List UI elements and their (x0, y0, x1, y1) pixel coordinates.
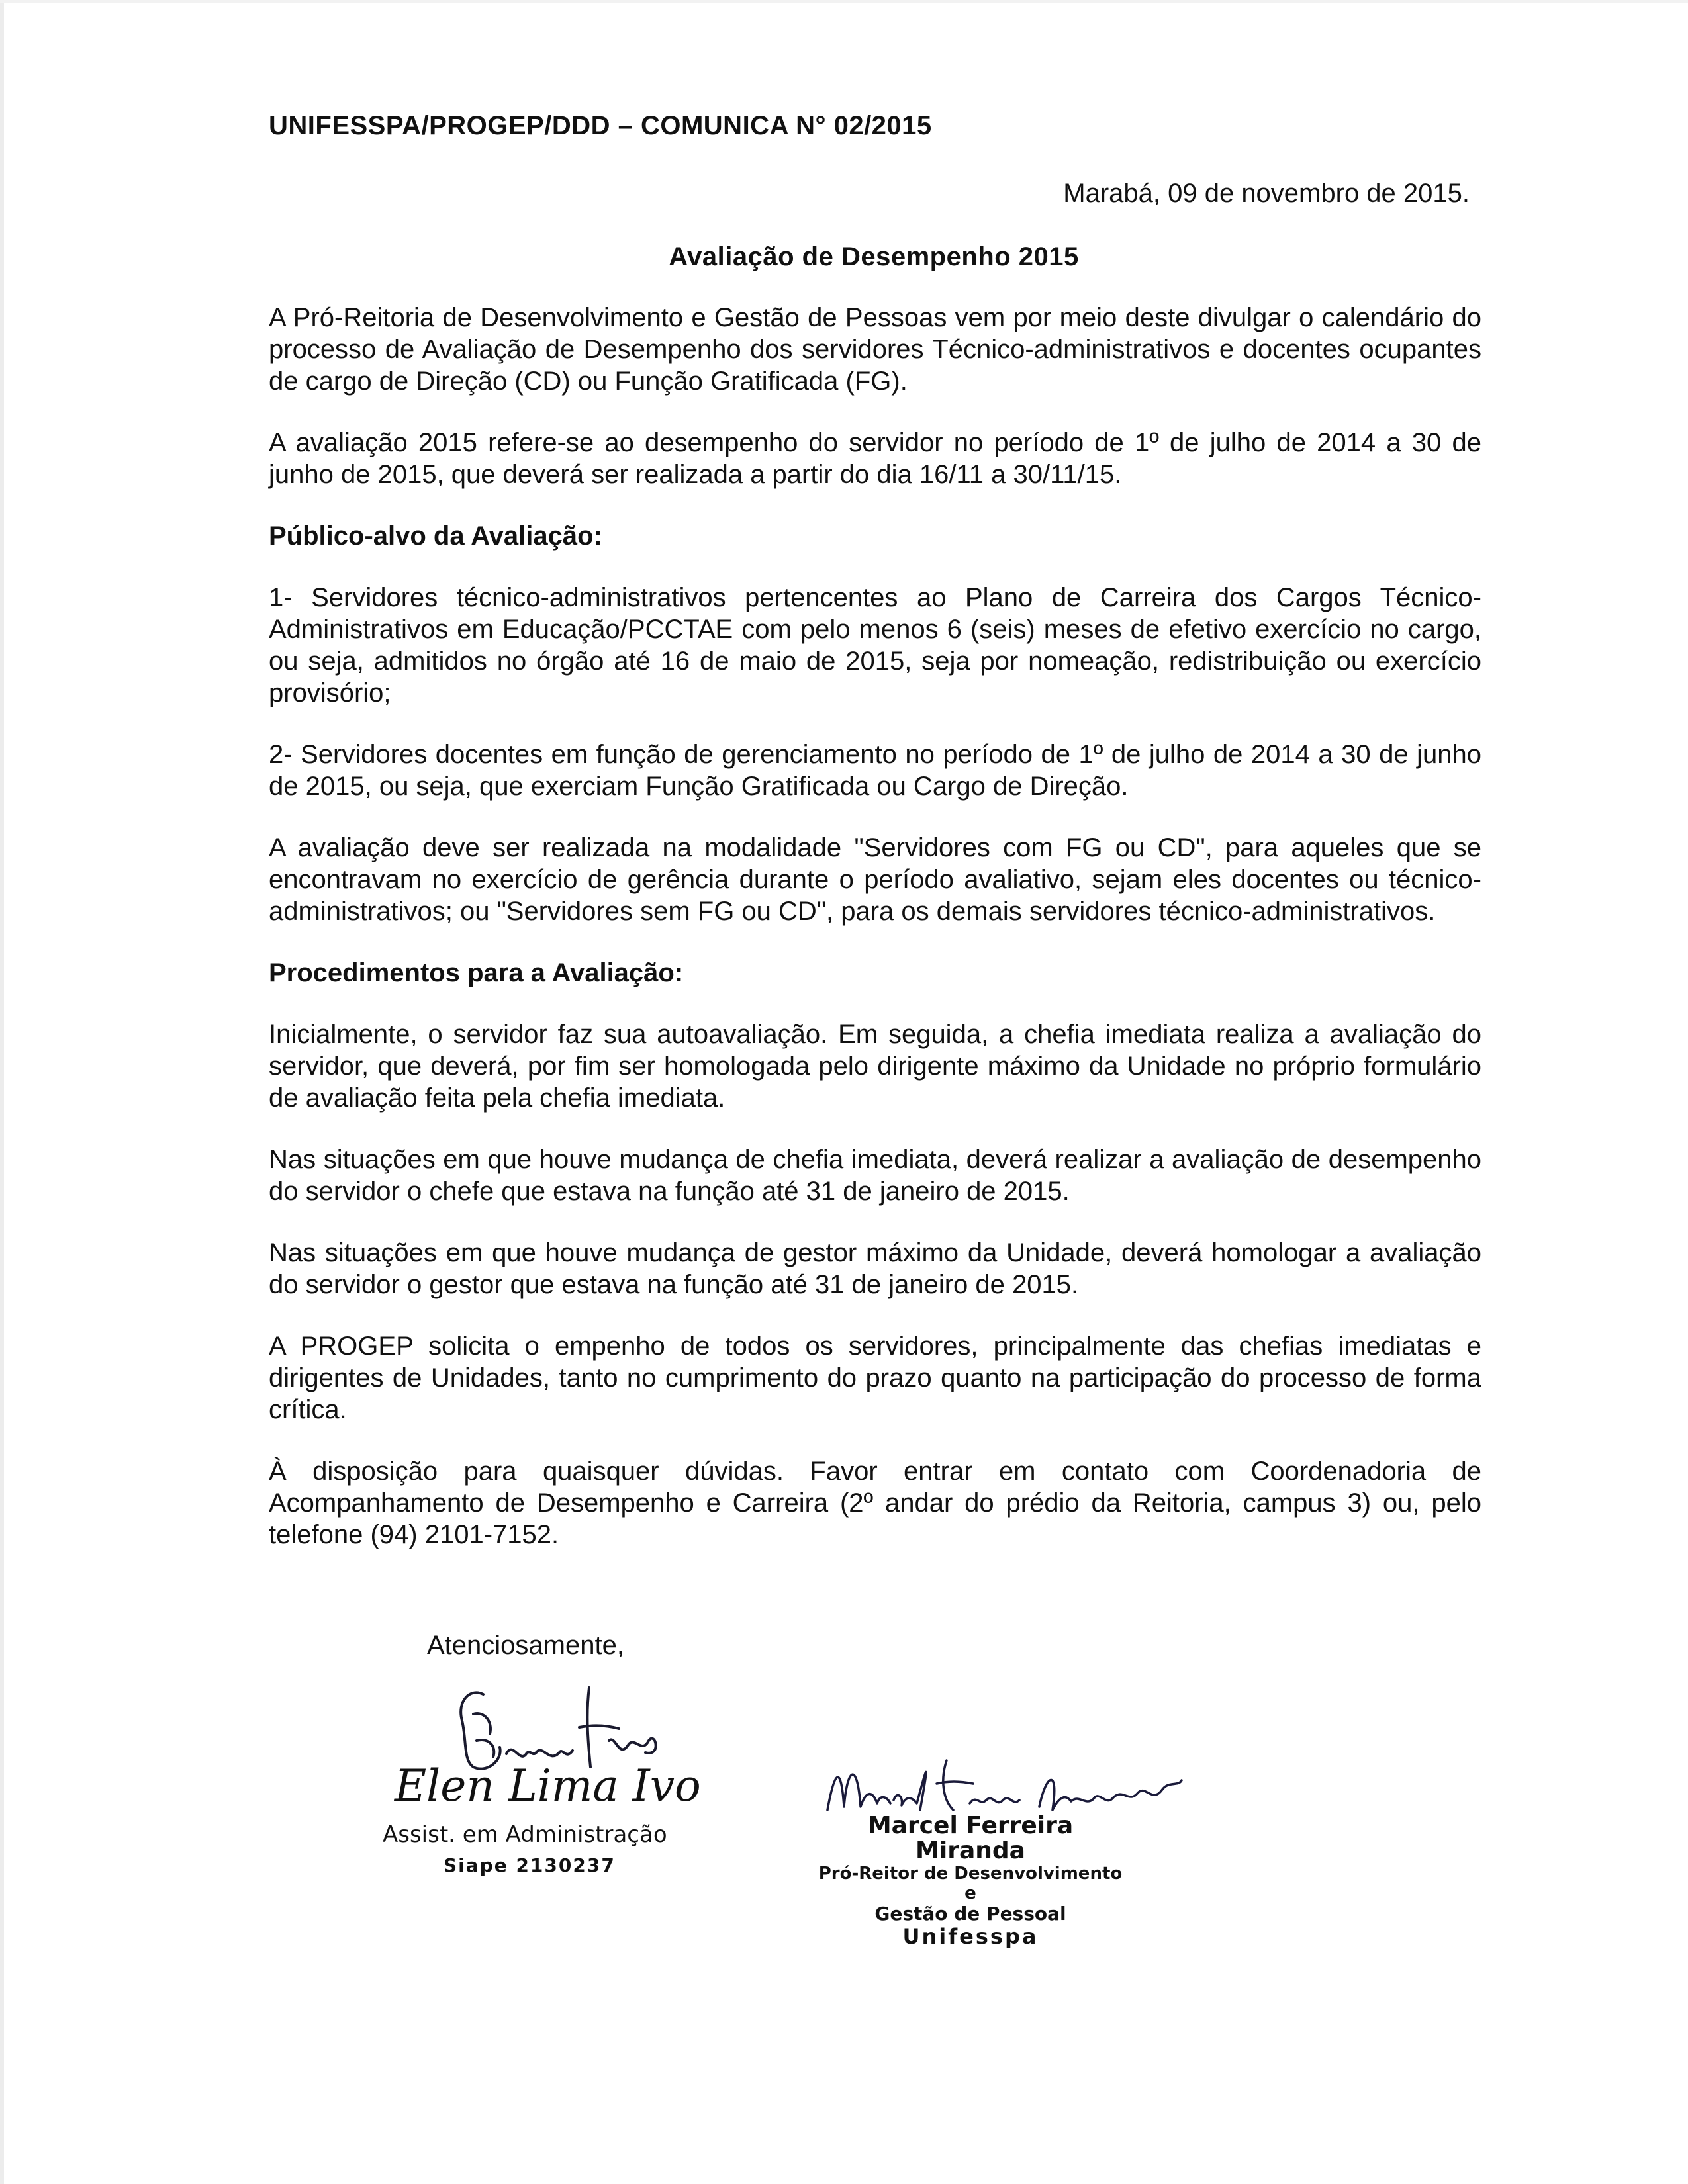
paragraph-procedure: Inicialmente, o servidor faz sua autoavaliação. Em seguida, a chefia imediata realiza a avaliação do servidor, que deverá, por fim ser homologada pelo dirigente máximo da Unidade no próprio formulário de avaliação feita pela chefia imediata. (269, 1020, 1481, 1113)
paragraph-period: A avaliação 2015 refere-se ao desempenho do servidor no período de 1º de julho de 2014 a 30 de junho de 2015, que deverá ser realizada a partir do dia 16/11 a 30/11/15. (269, 428, 1481, 489)
signatory-2-role-continued: Gestão de Pessoal (874, 1903, 1066, 1925)
scan-edge-left (0, 0, 4, 2184)
paragraph-item-1: 1- Servidores técnico-administrativos pertencentes ao Plano de Carreira dos Cargos Técnico-Administrativos em Educação/PCCTAE com pelo menos 6 (seis) meses de efetivo exercício no cargo, ou seja, admitidos no órgão até 16 de maio de 2015, seja por nomeação, redistribuição ou exercício provisório; (269, 583, 1481, 707)
signatory-1-role: Assist. em Administração (383, 1821, 667, 1848)
signatory-2-role: Pró-Reitor de Desenvolvimento e (818, 1864, 1123, 1903)
heading-procedures: Procedimentos para a Avaliação: (269, 958, 684, 987)
paragraph-contact: À disposição para quaisquer dúvidas. Favor entrar em contato com Coordenadoria de Acompanhamento de Desempenho e Carreira (2º andar do prédio da Reitoria, campus 3) ou, pelo telefone (94) 2101-7152. (269, 1457, 1481, 1549)
scan-edge-top (0, 0, 1688, 3)
paragraph-intro: A Pró-Reitoria de Desenvolvimento e Gestão de Pessoas vem por meio deste divulgar o calendário do processo de Avaliação de Desempenho dos servidores Técnico-administrativos e docentes ocupantes de cargo de Direção (CD) ou Função Gratificada (FG). (269, 303, 1481, 396)
document-header: UNIFESSPA/PROGEP/DDD – COMUNICA N° 02/2015 (269, 111, 932, 140)
heading-target-audience: Público-alvo da Avaliação: (269, 522, 602, 551)
paragraph-modality: A avaliação deve ser realizada na modalidade "Servidores com FG ou CD", para aqueles que se encontravam no exercício de gerência durante o período avaliativo, sejam eles docentes ou técnico-administrativos; ou "Servidores sem FG ou CD", para os demais servidores técnico-administrativos. (269, 833, 1481, 926)
signatory-2-stamp (818, 1813, 1123, 1948)
signatory-2-name: Marcel Ferreira Miranda (867, 1812, 1074, 1864)
paragraph-request: A PROGEP solicita o empenho de todos os servidores, principalmente das chefias imediatas e dirigentes de Unidades, tanto no cumprimento do prazo quanto na participação do processo de forma crítica. (269, 1332, 1481, 1424)
signatory-1-id: Siape 2130237 (444, 1854, 616, 1876)
signatory-2-institution: Unifesspa (902, 1924, 1039, 1949)
paragraph-chief-change: Nas situações em que houve mudança de chefia imediata, deverá realizar a avaliação de desempenho do servidor o chefe que estava na função até 31 de janeiro de 2015. (269, 1145, 1481, 1206)
handwritten-signature-marcel-icon (821, 1747, 1192, 1820)
signatory-1-name: Elen Lima Ivo (395, 1760, 701, 1811)
paragraph-manager-change: Nas situações em que houve mudança de gestor máximo da Unidade, deverá homologar a avaliação do servidor o gestor que estava na função até 31 de janeiro de 2015. (269, 1238, 1481, 1299)
document-date: Marabá, 09 de novembro de 2015. (1063, 179, 1470, 208)
document-title: Avaliação de Desempenho 2015 (669, 242, 1079, 271)
document-body (269, 302, 1481, 1580)
paragraph-item-2: 2- Servidores docentes em função de gerenciamento no período de 1º de julho de 2014 a 30 de junho de 2015, ou seja, que exerciam Função Gratificada ou Cargo de Direção. (269, 740, 1481, 801)
closing-text: Atenciosamente, (427, 1631, 624, 1660)
